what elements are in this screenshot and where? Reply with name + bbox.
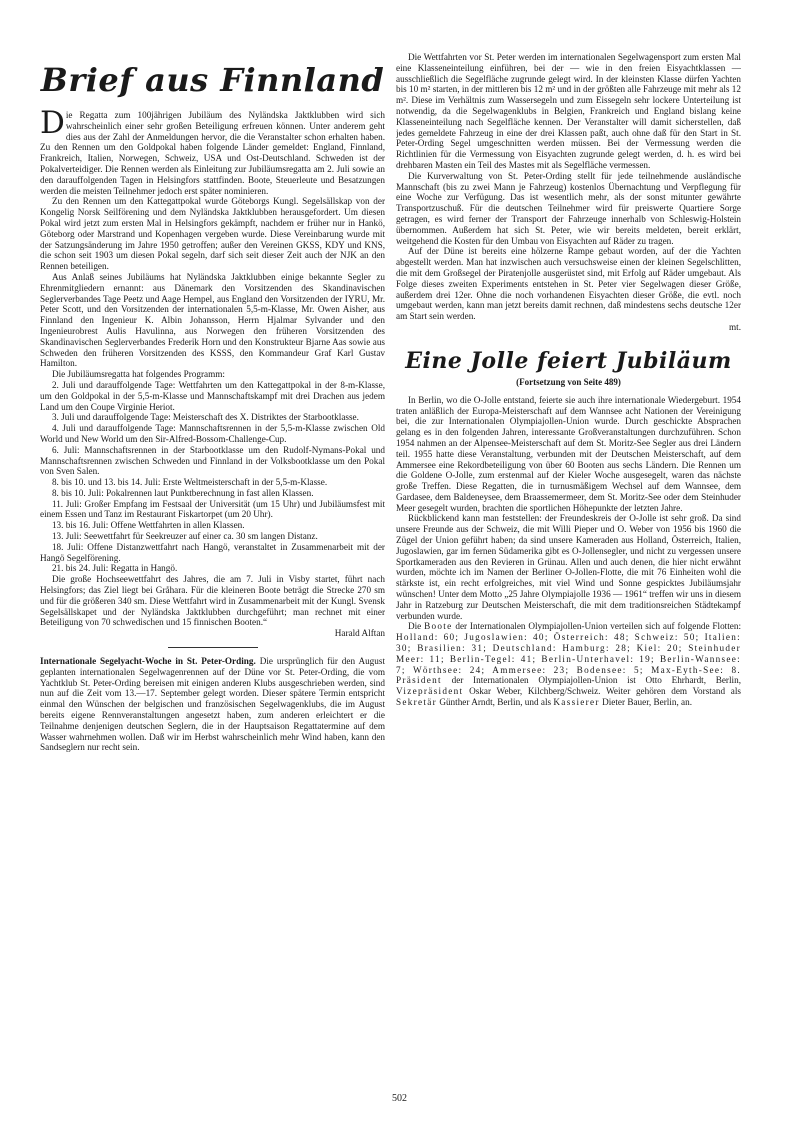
author-signature: Harald Alftan (334, 628, 385, 639)
article-subtitle: (Fortsetzung von Seite 489) (516, 376, 621, 387)
fleet-list: Holland: 60; Jugoslawien: 40; Österreich: 48; Schweiz: 50; Italien: 30; Brasilien: 31; Deutschland: Hamburg: 28; Kiel: 20; Steinhuder Meer: 11; Berlin-Tegel: 41; Berlin-Unterhavel: 19; Berlin-Wannsee: 7; Wörthsee: 24; Ammersee: 23; Bodensee: 5; Max-Eyth-See: 8. (396, 632, 741, 675)
paragraph-kurverwaltung: Die Kurverwaltung von St. Peter-Ording stellt für jede teilnehmende ausländische Mannschaft (bis zu zwei Mann je Fahrzeug) kostenlos Übernachtung und Verpflegung für eine Woche zur Verfügung. Das ist wesentlich mehr, als der sonst mitunter gewährte Transportzuschuß. Für die deutschen Teilnehmer wird für preiswerte Quartiere Sorge getragen, es wird ferner der Transport der Fahrzeuge innerhalb von Schleswig-Holstein übernommen. Außerdem hat sich St. Peter, wie wir bereits meldeten, bereit erklärt, weitgehend die Kosten für den Umbau von Eisyachten auf Räder zu tragen. (396, 170, 741, 246)
paragraph-flotten: Die Boote der Internationalen Olympiajollen-Union verteilen sich auf folgende Flotten: Holland: 60; Jugoslawien: 40; Österreich: 48; Schweiz: 50; Italien: 30; Brasilien: 31; Deutschland: Hamburg: 28; Kiel: 20; Steinhuder Meer: 11; Berlin-Tegel: 41; Berlin-Unterhavel: 19; Berlin-Wannsee: 7; Wörthsee: 24; Ammersee: 23; Bodensee: 5; Max-Eyth-See: 8. Präsident der Internationalen Olympiajollen-Union ist Otto Ehrhardt, Berlin, Vizepräsident Oskar Weber, Kilchberg/Schweiz. Weiter gehören dem Vorstand als Sekretär Günther Arndt, Berlin, und als Kassierer Dieter Bauer, Berlin, an. (396, 621, 741, 708)
program-intro: Die Jubiläumsregatta hat folgendes Programm: (51, 369, 225, 380)
author-signature: mt. (729, 321, 741, 332)
section-divider (168, 647, 258, 648)
program-item: 11. Juli: Großer Empfang im Festsaal der Universität (um 15 Uhr) und Jubiläumsfest mit einem Essen und Tanz im Restaurant Fiskartorpet (um 20 Uhr). (40, 498, 385, 520)
run-in-heading: Internationale Segelyacht-Woche in St. Peter-Ording. (40, 656, 256, 667)
paragraph-rampe: Auf der Düne ist bereits eine hölzerne Rampe gebaut worden, auf der die Yachten abgestellt werden. Man hat inzwischen auch versuchsweise einen der kleinen Segelschlitten, die mit dem Großsegel der Piratenjolle ausgerüstet sind, mit Erfolg auf Räder umgebaut. Als Folge dieses zweiten Experiments entstehen in St. Peter vier Segelwagen dieser Größe, außerdem drei 12er. Ohne die noch vorhandenen Eisyachten dieser Größe, die evtl. noch umgebaut werden, kann man jetzt bereits damit rechnen, daß mindestens sechs deutsche 12er am Start sein werden. (396, 246, 741, 322)
program-item: 21. bis 24. Juli: Regatta in Hangö. (51, 563, 178, 574)
program-item: 13. Juli: Seewettfahrt für Seekreuzer auf einer ca. 30 sm langen Distanz. (51, 531, 318, 542)
paragraph-klasseneinteilung: Die Wettfahrten vor St. Peter werden im internationalen Segelwagensport zum ersten Mal eine Klasseneinteilung einführen, bei der — wie in den freien Eisyachtklassen — ausschließlich die Segelfläche zugrunde gelegt wird. In der kleinsten Klasse dürfen Yachten bis 10 m² starten, in der mittleren bis 12 m² und in der größten alle Fahrzeuge mit mehr als 12 m². Diese im Verhältnis zum Wassersegeln und zum Eissegeln sehr lockere Unterteilung ist notwendig, da die Segelwagenklubs in Belgien, Frankreich und England bislang keine Klasseneinteilung nach Segelfläche kennen. Der Veranstalter will damit sicherstellen, daß jedes gemeldete Fahrzeug in eine der drei Klassen paßt, auch ohne daß für den Start in St. Peter-Ording Segel umgeschnitten werden müssen. Bei der Vermessung werden die Richtlinien für die Vermessung von Eisyachten zugrunde gelegt werden, d. h. es wird bei drehbaren Masten ein Teil des Mastes mit als Segelfläche vermessen. (396, 52, 741, 170)
intro-paragraph: Die Regatta zum 100jährigen Jubiläum des Nyländska Jaktklubben wird sich wahrscheinlich einer sehr großen Beteiligung erfreuen können. Unter anderem geht dies aus der Zahl der Anmeldungen hervor, die die Veranstalter schon erhalten haben. Zu den Rennen um den Goldpokal haben folgende Länder gemeldet: England, Finnland, Frankreich, Italien, Norwegen, Schweiz, USA und Ost-Deutschland. Schweden ist der Pokalverteidiger. Die Rennen werden als Einleitung zur Jubiläumsregatta am 2. Juli sowie an den darauffolgenden Tagen in Helsingfors stattfinden. Boote, Steuerleute und Besatzungen werden die meisten Teilnehmer jedoch erst später nominieren. (40, 105, 385, 196)
drop-cap: D (40, 105, 65, 141)
program-item: 8. bis 10. Juli: Pokalrennen laut Punktberechnung in fast allen Klassen. (51, 487, 314, 498)
article-title-brief-aus-finnland: Brief aus Finnland (40, 61, 385, 99)
right-column (396, 52, 741, 952)
paragraph-st-peter-ording: Internationale Segelyacht-Woche in St. Peter-Ording. Die ursprünglich für den August geplanten internationalen Segelwagenrennen auf der Düne vor St. Peter-Ording, die vom Yachtklub St. Peter-Ording bereisen mit einigen anderen Klubs ausgeschrieben werden, sind nun auf die Zeit vom 13.—17. September gelegt worden. Dieser spätere Termin entspricht einmal den Wünschen der belgischen und französischen Segelwagenklubs, die im August bereits eigene Rennveranstaltungen angesetzt haben, zum anderen erleichtert er die Teilnahme denjenigen deutschen Seglern, die in der Hauptsaison Regattatermine auf dem Wasser wahrnehmen wollen. Daß wir im Herbst wahrscheinlich mehr Wind haben, kann den Sandseglern nur recht sein. (40, 656, 385, 753)
program-item: 3. Juli und darauffolgende Tage: Meisterschaft des X. Distriktes der Starbootklasse. (51, 412, 359, 423)
program-item: 6. Juli: Mannschaftsrennen in der Starbootklasse um den Rudolf-Nymans-Pokal und Mannschaftsrennen zwischen Schweden und Finnland in der Volksbootklasse um den Pokal von Sven Salen. (40, 444, 385, 477)
paragraph-berlin: In Berlin, wo die O-Jolle entstand, feierte sie auch ihre internationale Wiedergeburt. 1954 traten anläßlich der Europa-Meisterschaft auf dem Wannsee acht Nationen der Vereinigung bei, die zur Internationalen Olympiajollen-Union wurde. Durch geschickte Absprachen gelang es in den folgenden Jahren, interessante Großveranstaltungen durchzuführen. Schon 1954 nahmen an der Alpensee-Meisterschaft auf dem St. Moritz-See Segler aus drei Ländern teil. 1955 hatte diese Veranstaltung, verbunden mit der Deutschen Meisterschaft, auf dem Ammersee eine Rekordbeteiligung von über 60 Booten aus sechs Ländern. Die Rennen um die Goldene O-Jolle, zum erstenmal auf der Kieler Woche ausgesegelt, waren das nächste große Treffen. Diese Regatten, die in turnusmäßigem Wechsel auf dem Wannsee, dem Gardasee, dem Baldeneysee, dem Braassemermeer, dem St. Moritz-See oder dem Steinhuder Meer gesegelt wurden, brachten die sportlichen Höhepunkte der letzten Jahre. (396, 394, 741, 513)
article-title-jolle-jubilaeum: Eine Jolle feiert Jubiläum (405, 347, 732, 374)
page-number: 502 (392, 1093, 407, 1104)
paragraph-ehrenmitglieder: Aus Anlaß seines Jubiläums hat Nyländska Jaktklubben einige bekannte Segler zu Ehrenmitgliedern ernannt: aus Dänemark den Vorsitzenden des Skandinavischen Seglerverbandes Tage Peetz und Aage Hempel, aus England den Vorsitzenden der IYRU, Mr. Peter Scott, und den Vorsitzenden der internationalen 5,5-m-Klasse, Mr. Owen Aisher, aus Finnland den Ingenieur K. Albin Johansson, Herrn Hjalmar Sylvander und den Ingenieurobrest Aulis Havulinna, aus Norwegen den früheren Vorsitzenden des Skandinavischen Seglerverbandes Frederik Horn und den Konstrukteur Bjarne Aas sowie aus Schweden den früheren Vorsitzenden des KSSS, den Kommandeur Graf Karl Gustav Hamilton. (40, 271, 385, 369)
program-item: 2. Juli und darauffolgende Tage: Wettfahrten um den Kattegattpokal in der 8-m-Klasse, um den Goldpokal in der 5,5-m-Klasse und Mannschaftskampf mit drei Drachen aus jedem Land um den Coupe Virginie Heriot. (40, 379, 385, 412)
program-item: 8. bis 10. und 13. bis 14. Juli: Erste Weltmeisterschaft in der 5,5-m-Klasse. (51, 477, 328, 488)
paragraph-hochsee: Die große Hochseewettfahrt des Jahres, die am 7. Juli in Visby startet, führt nach Helsingfors; das Ziel liegt bei Gråhara. Für die kleineren Boote beträgt die Strecke 270 sm und für die größeren 340 sm. Diese Wettfahrt wird in Zusammenarbeit mit der Kungl. Svensk Segelsällskapet und der Nyländska Jaktklubben durchgeführt; man rechnet mit einer Beteiligung von 70 schwedischen und 15 finnischen Booten.“ (40, 574, 385, 628)
left-column (40, 52, 385, 1082)
program-item: 18. Juli: Offene Distanzwettfahrt nach Hangö, veranstaltet in Zusammenarbeit mit der Hangö Segelförening. (40, 541, 385, 563)
paragraph-kattegatt: Zu den Rennen um den Kattegattpokal wurde Göteborgs Kungl. Segelsällskap von der Kongelig Norsk Seilförening und dem Nyländska Jaktklubben herausgefordert. Um diesen Pokal wird jetzt zum ersten Mal in Helsingfors gekämpft, nachdem er früher nur in Hankö, Göteborg oder Marstrand und Kopenhagen vergeben wurde. Diese Vereinbarung wurde mit der Satzungsänderung im Jahre 1950 getroffen; außer den Vereinen GKSS, KDY und KNS, die schon seit 1903 um diesen Pokal segeln, darf sich seit dieser Zeit auch der NJK an den Rennen beteiligen. (40, 196, 385, 272)
program-item: 13. bis 16. Juli: Offene Wettfahrten in allen Klassen. (51, 520, 245, 531)
program-item: 4. Juli und darauffolgende Tage: Mannschaftsrennen in der 5,5-m-Klasse zwischen Old World und New World um den Sir-Alfred-Bossom-Challenge-Cup. (40, 423, 385, 444)
paragraph-rueckblick: Rückblickend kann man feststellen: der Freundeskreis der O-Jolle ist sehr groß. Da sind unsere Freunde aus der Schweiz, die mit Willi Pieper und O. Weber von 1956 bis 1960 die Zügel der Union geführt haben; da sind unsere Kameraden aus Holland, Österreich, Italien, Jugoslawien, gar im fernen Südamerika gibt es O-Jollensegler, und nicht zu vergessen unsere Sportkameraden aus den Revieren in Grünau. Allen und auch denen, die hier nicht erwähnt wurden, möchte ich im Namen der Berliner O-Jollen-Flotte, die mit 76 Einheiten wohl die stärkste ist, ein recht erfolgreiches, mit viel Wind und Sonne gespicktes Jubiläumsjahr wünschen! Unter dem Motto „25 Jahre Olympiajolle 1936 — 1961“ treffen wir uns in diesem Jahr in Ratzeburg zur Deutschen Meisterschaft, die mit dem traditionsreichen Städtekampf verbunden wurde. (396, 513, 741, 621)
